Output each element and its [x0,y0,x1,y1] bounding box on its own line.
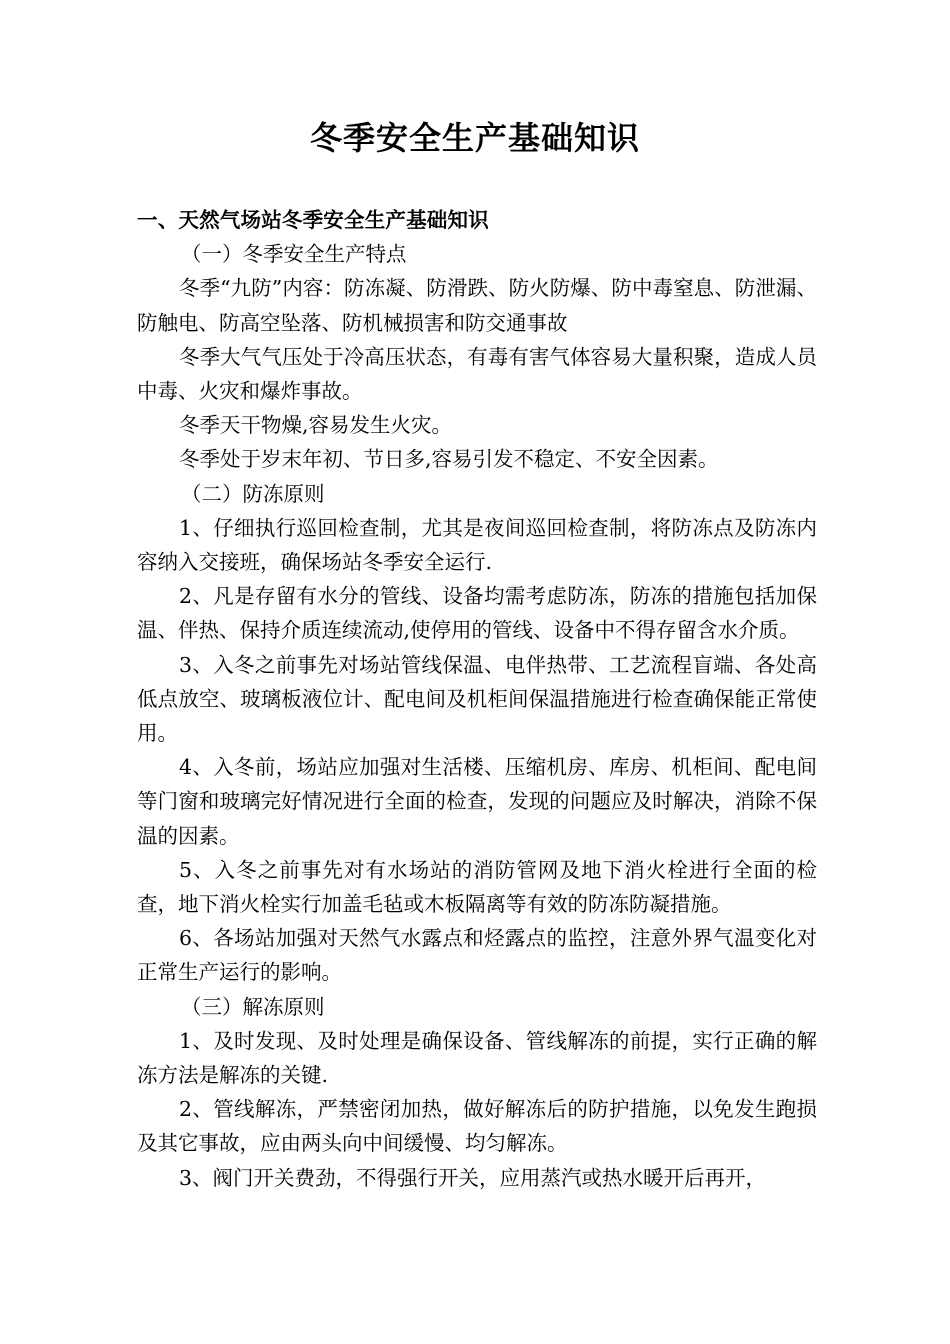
paragraph: 2、管线解冻，严禁密闭加热，做好解冻后的防护措施，以免发生跑损及其它事故，应由两头向中间缓慢、均匀解冻。 [137,1097,817,1156]
subsection-heading: （一）冬季安全生产特点 [181,242,407,267]
document-body [137,203,817,1195]
paragraph: 3、入冬之前事先对场站管线保温、电伴热带、工艺流程盲端、各处高低点放空、玻璃板液位计、配电间及机柜间保温措施进行检查确保能正常使用。 [137,652,817,746]
paragraph: 1、仔细执行巡回检查制，尤其是夜间巡回检查制，将防冻点及防冻内容纳入交接班，确保场站冬季安全运行. [137,515,817,575]
paragraph: 2、凡是存留有水分的管线、设备均需考虑防冻，防冻的措施包括加保温、伴热、保持介质连续流动,使停用的管线、设备中不得存留含水介质。 [137,584,817,643]
paragraph: 冬季大气气压处于冷高压状态，有毒有害气体容易大量积聚，造成人员中毒、火灾和爆炸事故。 [137,344,817,404]
subsection-heading: （二）防冻原则 [181,481,325,506]
section-heading: 一、天然气场站冬季安全生产基础知识 [137,208,489,232]
document-title: 冬季安全生产基础知识 [309,119,640,157]
paragraph: 3、阀门开关费劲，不得强行开关，应用蒸汽或热水暖开后再开， [179,1165,767,1190]
subsection-heading: （三）解冻原则 [181,994,325,1019]
paragraph: 6、各场站加强对天然气水露点和烃露点的监控，注意外界气温变化对正常生产运行的影响。 [137,926,817,985]
paragraph: 5、入冬之前事先对有水场站的消防管网及地下消火栓进行全面的检查，地下消火栓实行加盖毛毡或木板隔离等有效的防冻防凝措施。 [137,857,817,917]
paragraph: 1、及时发现、及时处理是确保设备、管线解冻的前提，实行正确的解冻方法是解冻的关键. [137,1028,817,1088]
paragraph: 冬季天干物燥,容易发生火灾。 [179,413,453,438]
paragraph: 冬季处于岁末年初、节日多,容易引发不稳定、不安全因素。 [179,447,719,472]
paragraph: 冬季“九防”内容：防冻凝、防滑跌、防火防爆、防中毒窒息、防泄漏、防触电、防高空坠落、防机械损害和防交通事故 [137,276,817,335]
paragraph: 4、入冬前，场站应加强对生活楼、压缩机房、库房、机柜间、配电间等门窗和玻璃完好情况进行全面的检查，发现的问题应及时解决，消除不保温的因素。 [137,755,817,848]
